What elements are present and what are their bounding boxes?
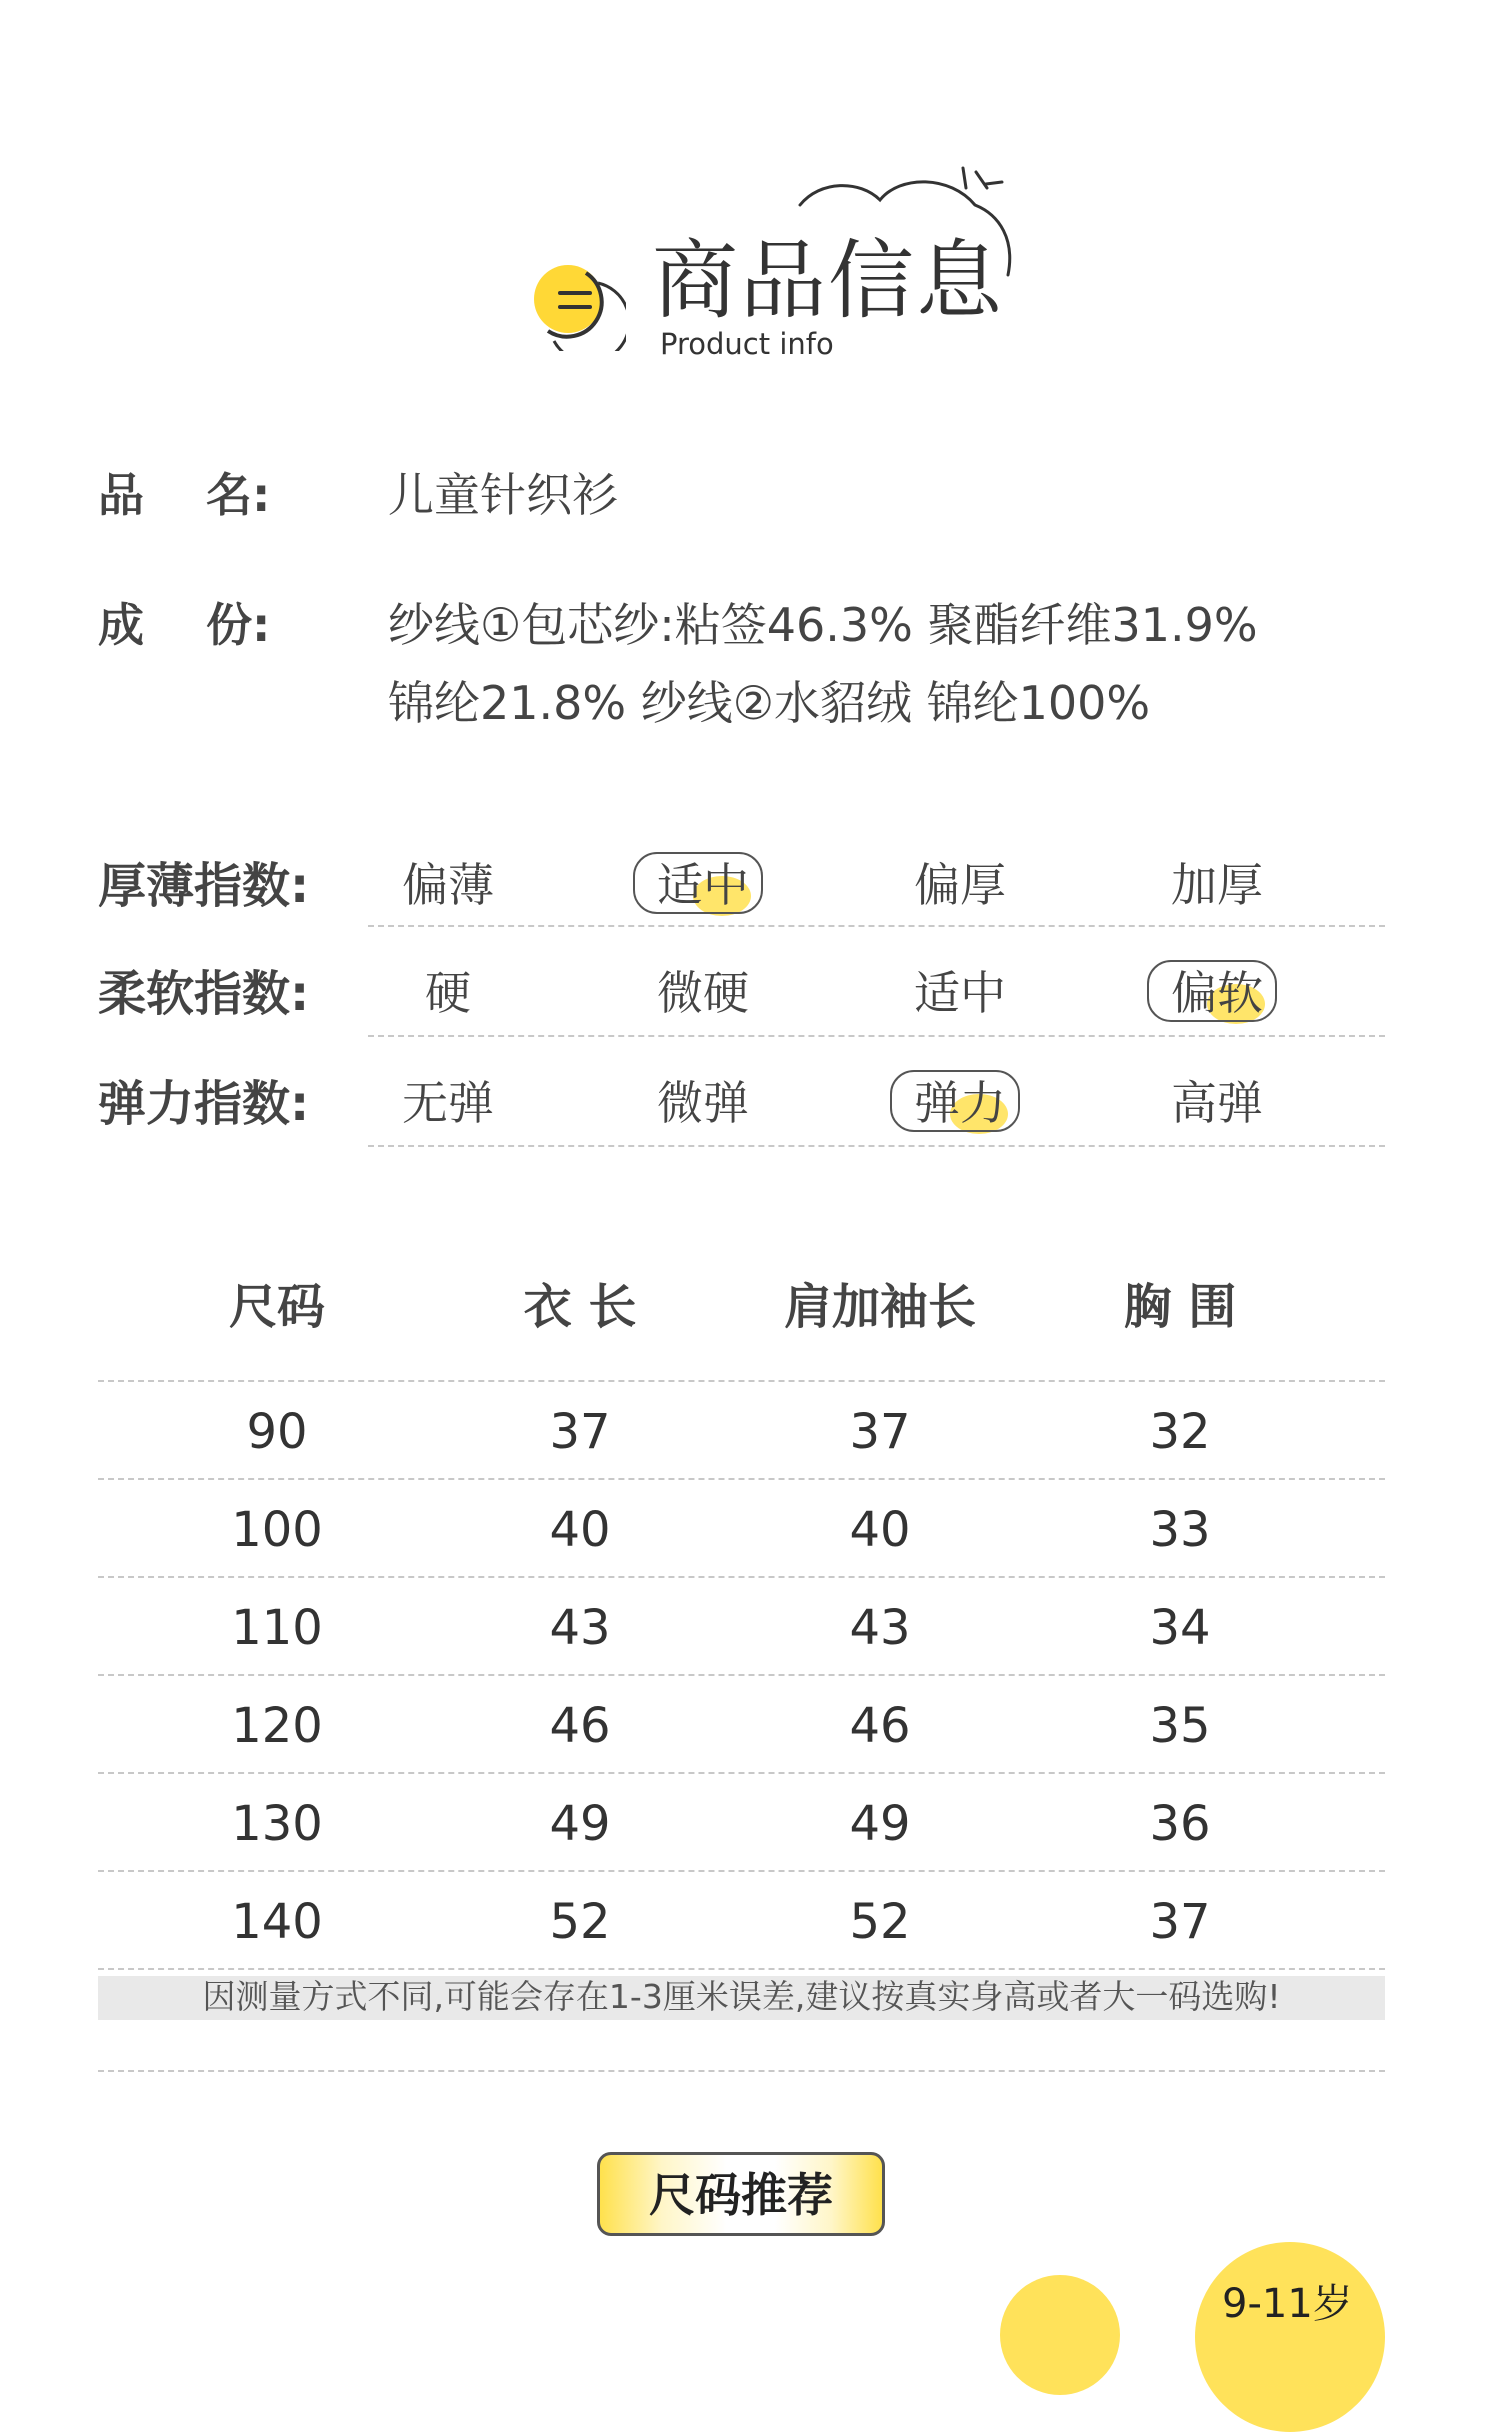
index-divider	[368, 925, 1385, 927]
thickness-option	[1117, 858, 1317, 912]
option-label: 加厚	[1171, 858, 1263, 912]
table-divider	[98, 1478, 1385, 1480]
option-label: 微硬	[657, 966, 749, 1020]
table-divider	[98, 1968, 1385, 1970]
table-header: 衣 长	[523, 1279, 637, 1335]
elasticity-option	[348, 1076, 548, 1130]
table-cell: 35	[1149, 1698, 1211, 1754]
softness-index-label: 柔软指数:	[98, 966, 310, 1022]
table-cell: 110	[231, 1600, 323, 1656]
composition-line-2: 锦纶21.8% 纱线②水貂绒 锦纶100%	[388, 676, 1151, 730]
thickness-option	[348, 858, 548, 912]
option-label: 微弹	[657, 1076, 749, 1130]
age-badge-text: 9-11岁	[1222, 2281, 1353, 2327]
table-cell: 36	[1149, 1796, 1211, 1852]
thickness-index-label: 厚薄指数:	[98, 858, 310, 914]
table-cell: 90	[246, 1404, 308, 1460]
elasticity-index-label: 弹力指数:	[98, 1076, 310, 1132]
table-cell: 52	[849, 1894, 911, 1950]
table-cell: 49	[849, 1796, 911, 1852]
table-divider	[98, 1674, 1385, 1676]
option-label: 偏厚	[914, 858, 1006, 912]
table-cell: 52	[549, 1894, 611, 1950]
table-cell: 120	[231, 1698, 323, 1754]
index-divider	[368, 1035, 1385, 1037]
table-cell: 140	[231, 1894, 323, 1950]
composition-line-1: 纱线①包芯纱:粘签46.3% 聚酯纤维31.9%	[388, 598, 1258, 652]
index-divider	[368, 1145, 1385, 1147]
table-cell: 37	[549, 1404, 611, 1460]
option-label: 硬	[425, 966, 471, 1020]
info-list-icon	[528, 253, 626, 351]
table-cell: 37	[1149, 1894, 1211, 1950]
option-label: 适中	[657, 858, 749, 912]
table-divider	[98, 1870, 1385, 1872]
table-cell: 100	[231, 1502, 323, 1558]
table-cell: 46	[849, 1698, 911, 1754]
option-label: 偏软	[1171, 966, 1263, 1020]
option-label: 弹力	[914, 1076, 1006, 1130]
table-divider	[98, 1772, 1385, 1774]
thickness-option-selected	[603, 858, 803, 912]
elasticity-option	[603, 1076, 803, 1130]
option-label: 偏薄	[402, 858, 494, 912]
thickness-option	[860, 858, 1060, 912]
age-badge-left	[1000, 2275, 1120, 2395]
option-label: 适中	[914, 966, 1006, 1020]
measurement-note: 因测量方式不同,可能会存在1-3厘米误差,建议按真实身高或者大一码选购!	[202, 1977, 1281, 2016]
composition-label: 成 份:	[98, 598, 271, 652]
table-cell: 33	[1149, 1502, 1211, 1558]
table-cell: 43	[849, 1600, 911, 1656]
page-subtitle: Product info	[660, 327, 834, 361]
table-cell: 34	[1149, 1600, 1211, 1656]
table-cell: 32	[1149, 1404, 1211, 1460]
table-cell: 130	[231, 1796, 323, 1852]
table-divider	[98, 1380, 1385, 1382]
product-name-value: 儿童针织衫	[388, 468, 618, 522]
table-cell: 40	[849, 1502, 911, 1558]
table-header: 尺码	[228, 1279, 325, 1335]
softness-option	[603, 966, 803, 1020]
softness-option-selected	[1117, 966, 1317, 1020]
softness-option	[860, 966, 1060, 1020]
size-recommend-label: 尺码推荐	[649, 2168, 833, 2222]
elasticity-option-selected	[860, 1076, 1060, 1130]
table-cell: 46	[549, 1698, 611, 1754]
table-divider	[98, 1576, 1385, 1578]
note-divider	[98, 2070, 1385, 2072]
elasticity-option	[1117, 1076, 1317, 1130]
table-cell: 37	[849, 1404, 911, 1460]
table-header: 肩加袖长	[783, 1279, 976, 1335]
softness-option	[348, 966, 548, 1020]
table-cell: 49	[549, 1796, 611, 1852]
age-badge-right	[1195, 2242, 1385, 2432]
option-label: 高弹	[1171, 1076, 1263, 1130]
product-name-label: 品 名:	[98, 468, 271, 522]
table-cell: 43	[549, 1600, 611, 1656]
option-label: 无弹	[402, 1076, 494, 1130]
table-header: 胸 围	[1123, 1279, 1237, 1335]
table-cell: 40	[549, 1502, 611, 1558]
page-title: 商品信息	[652, 231, 1004, 331]
